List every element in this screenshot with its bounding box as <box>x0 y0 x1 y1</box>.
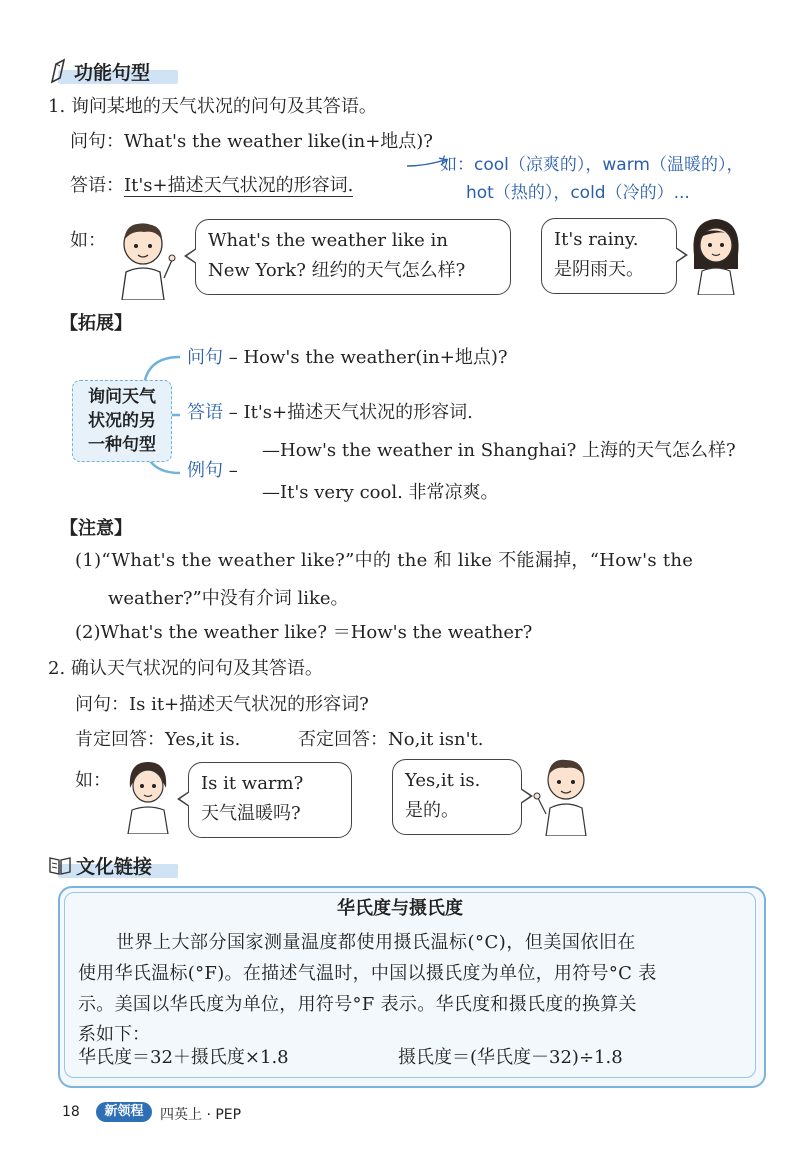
topic-line1: 询问天气 <box>88 387 156 407</box>
notice-line1: (1)“What's the weather like?”中的 the 和 like 不能漏掉，“How's the <box>75 550 694 571</box>
expand-question-row <box>187 347 508 369</box>
answer-text: It's+描述天气状况的形容词. <box>124 175 354 196</box>
adjective-note-line1: 如：cool（凉爽的），warm（温暖的）， <box>440 155 744 175</box>
dash: – <box>228 460 238 481</box>
pencil-icon <box>48 58 70 84</box>
answer-text: It's+描述天气状况的形容词. <box>243 402 473 423</box>
topic-line2: 状况的另 <box>88 411 156 431</box>
expand-example-row <box>187 460 238 482</box>
culture-para-line4: 系如下： <box>78 1024 150 1045</box>
girl-cartoon-illustration-2 <box>120 758 176 834</box>
example-label: 如： <box>70 230 106 251</box>
answer-tag: 答语 <box>187 402 223 423</box>
bubble-line1: Yes,it is. <box>405 770 481 791</box>
speech-bubble-question-2 <box>188 762 352 838</box>
item2-title: 2. 确认天气状况的问句及其答语。 <box>48 658 323 679</box>
question-label: 问句： <box>70 131 124 152</box>
culture-title: 华氏度与摄氏度 <box>337 898 463 919</box>
section-header-functional-sentences <box>48 56 188 86</box>
item1-question <box>70 131 433 153</box>
bubble-line1: Is it warm? <box>201 773 304 794</box>
question-text: How's the weather(in+地点)? <box>243 347 508 368</box>
book-icon <box>48 854 72 876</box>
answer-label: 答语： <box>70 175 124 196</box>
question-text: Is it+描述天气状况的形容词? <box>129 694 369 715</box>
bubble-line2: 天气温暖吗? <box>201 803 301 824</box>
example-label: 如： <box>75 770 111 791</box>
bubble-line2: 是的。 <box>405 800 459 821</box>
item2-negative-answer: 否定回答：No,it isn't. <box>298 729 484 750</box>
question-tag: 问句 <box>187 347 223 368</box>
page-number: 18 <box>62 1104 80 1120</box>
notice-header: 【注意】 <box>60 518 132 539</box>
dash: – <box>228 402 244 423</box>
item1-title: 1. 询问某地的天气状况的问句及其答语。 <box>48 96 377 117</box>
section-header-label: 文化链接 <box>76 855 153 878</box>
book-label: 四英上 · PEP <box>160 1107 242 1123</box>
expand-example-line2: —It's very cool. 非常凉爽。 <box>262 482 499 503</box>
item1-answer <box>70 175 353 197</box>
boy-cartoon-illustration <box>110 220 180 300</box>
dash: – <box>228 347 244 368</box>
section-header-label: 功能句型 <box>74 61 151 84</box>
culture-para-line2: 使用华氏温标(°F)。在描述气温时，中国以摄氏度为单位，用符号°C 表 <box>78 963 657 984</box>
adjective-note-line2: hot（热的），cold（冷的）... <box>466 183 690 203</box>
bubble-line1: It's rainy. <box>554 229 639 250</box>
notice-line1b: weather?”中没有介词 like。 <box>108 588 349 609</box>
speech-bubble-answer-2 <box>392 759 522 835</box>
girl-cartoon-illustration <box>686 215 746 295</box>
boy-cartoon-illustration-2 <box>532 756 596 836</box>
culture-para-line3: 示。美国以华氏度为单位，用符号°F 表示。华氏度和摄氏度的换算关 <box>78 994 637 1015</box>
expand-answer-row <box>187 402 473 424</box>
publisher-badge: 新领程 <box>96 1102 152 1122</box>
expand-header: 【拓展】 <box>60 313 132 334</box>
formula-fahrenheit: 华氏度＝32＋摄氏度×1.8 <box>78 1047 289 1068</box>
bubble-line1: What's the weather like in <box>208 230 448 251</box>
section-header-culture-link <box>48 850 188 880</box>
mindmap-topic-box <box>72 380 172 462</box>
item2-question <box>75 694 369 716</box>
bubble-line2: New York? 纽约的天气怎么样? <box>208 260 466 281</box>
culture-para-line1: 世界上大部分国家测量温度都使用摄氏温标(°C)，但美国依旧在 <box>116 932 636 953</box>
bubble-line2: 是阴雨天。 <box>554 259 644 280</box>
question-label: 问句： <box>75 694 129 715</box>
topic-line3: 一种句型 <box>88 435 156 455</box>
speech-bubble-question <box>195 219 511 295</box>
question-text: What's the weather like(in+地点)? <box>124 131 433 152</box>
example-tag: 例句 <box>187 460 223 481</box>
notice-line2: (2)What's the weather like? ＝How's the weather? <box>75 622 533 643</box>
item2-positive-answer: 肯定回答：Yes,it is. <box>75 729 241 750</box>
expand-example-line1: —How's the weather in Shanghai? 上海的天气怎么样? <box>262 440 736 461</box>
formula-celsius: 摄氏度＝(华氏度－32)÷1.8 <box>398 1047 623 1068</box>
speech-bubble-answer <box>541 218 677 294</box>
